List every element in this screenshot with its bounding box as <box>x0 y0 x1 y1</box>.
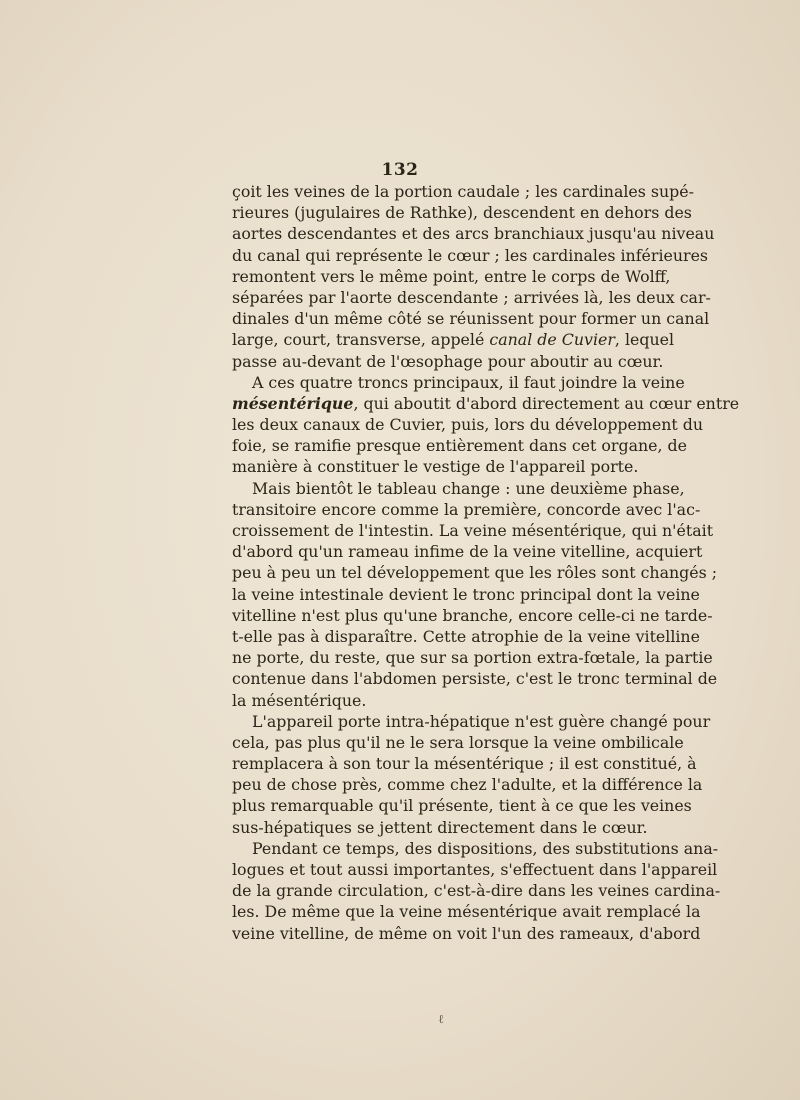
text-line: la veine intestinale devient le tronc principal dont la veine <box>232 584 700 604</box>
text-line: aortes descendantes et des arcs branchiaux jusqu'au niveau <box>232 224 715 244</box>
text-line: dinales d'un même côté se réunissent pour former un canal <box>232 309 710 329</box>
text-line: Pendant ce temps, des dispositions, des substitutions ana- <box>252 838 719 858</box>
text-line: croissement de l'intestin. La veine mésentérique, qui n'était <box>232 521 714 540</box>
text-line: les. De même que la veine mésentérique avait remplacé la <box>232 902 701 922</box>
emphasis: mésentérique <box>232 393 354 413</box>
text-line: transitoire encore comme la première, concorde avec l'ac- <box>232 499 701 519</box>
text-line: sus-hépatiques se jettent directement dans le cœur. <box>232 817 648 837</box>
text-line: de la grande circulation, c'est-à-dire dans les veines cardina- <box>232 881 721 901</box>
body-text <box>232 181 740 944</box>
text-line: ne porte, du reste, que sur sa portion extra-fœtale, la partie <box>232 648 713 668</box>
text-line: veine vitelline, de même on voit l'un des rameaux, d'abord <box>232 923 701 943</box>
text-line: rieures (jugulaires de Rathke), descendent en dehors des <box>232 203 692 223</box>
text-line: du canal qui représente le cœur ; les cardinales inférieures <box>232 245 709 265</box>
text-line: foie, se ramifie presque entièrement dans cet organe, de <box>232 436 688 456</box>
text-line: cela, pas plus qu'il ne le sera lorsque la veine ombilicale <box>232 732 684 752</box>
text-line: mésentérique, qui aboutit d'abord directement au cœur entre <box>232 393 740 413</box>
text-line: peu de chose près, comme chez l'adulte, et la différence la <box>232 775 703 795</box>
text-line: vitelline n'est plus qu'une branche, encore celle-ci ne tarde- <box>232 605 713 625</box>
page-number: 132 <box>381 160 419 180</box>
text-line: la mésentérique. <box>232 690 367 710</box>
text-line: les deux canaux de Cuvier, puis, lors du développement du <box>232 415 704 435</box>
text-line: peu à peu un tel développement que les rôles sont changés ; <box>232 563 718 583</box>
text-line: plus remarquable qu'il présente, tient à ce que les veines <box>232 796 692 816</box>
text-line: çoit les veines de la portion caudale ; les cardinales supé- <box>232 182 694 201</box>
text-line: passe au-devant de l'œsophage pour aboutir au cœur. <box>232 351 664 371</box>
text-line: large, court, transverse, appelé canal de Cuvier, lequel <box>232 330 675 350</box>
text-line: contenue dans l'abdomen persiste, c'est le tronc terminal de <box>232 669 718 689</box>
text-line: logues et tout aussi importantes, s'effectuent dans l'appareil <box>232 860 718 879</box>
text-line: manière à constituer le vestige de l'appareil porte. <box>232 457 639 477</box>
text-line: séparées par l'aorte descendante ; arrivées là, les deux car- <box>232 287 711 307</box>
text-line: A ces quatre troncs principaux, il faut joindre la veine <box>252 372 685 392</box>
text-line: remplacera à son tour la mésentérique ; il est constitué, à <box>232 754 697 774</box>
text-line: L'appareil porte intra-hépatique n'est guère changé pour <box>252 711 711 731</box>
text-line: t-elle pas à disparaître. Cette atrophie de la veine vitelline <box>232 626 700 646</box>
emphasis: canal de Cuvier <box>489 330 615 350</box>
text-line: remontent vers le même point, entre le corps de Wolff, <box>232 266 671 286</box>
text-line: Mais bientôt le tableau change : une deuxième phase, <box>252 478 685 498</box>
stray-mark: ℓ <box>438 1012 444 1026</box>
text-line: d'abord qu'un rameau infime de la veine vitelline, acquiert <box>232 542 703 562</box>
